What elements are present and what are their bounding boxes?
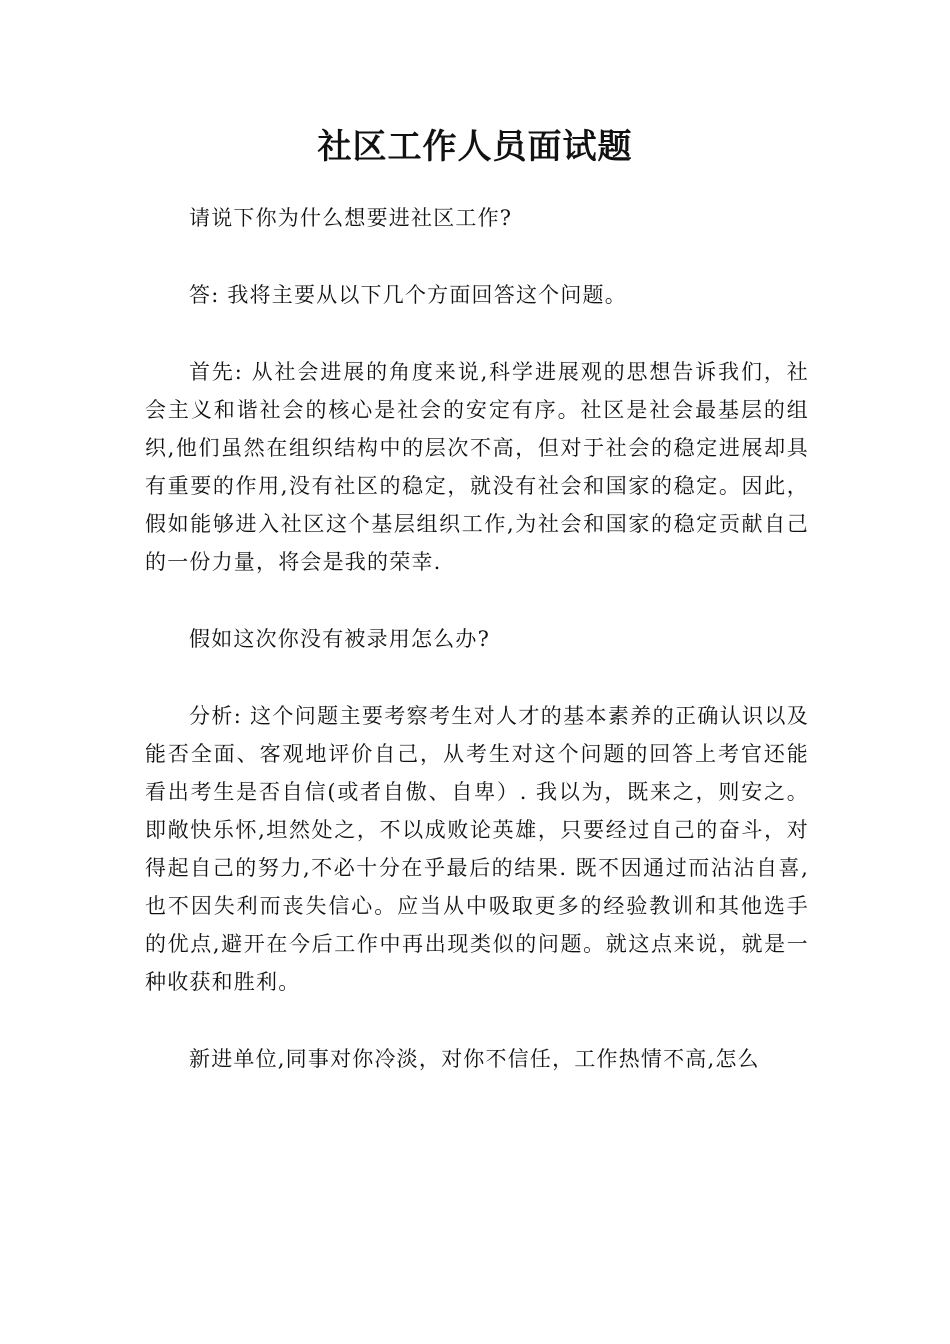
answer-first-point: 首先: 从社会进展的角度来说,科学进展观的思想告诉我们，社会主义和谐社会的核心是社会的安定有序。社区是社会最基层的组织,他们虽然在组织结构中的层次不高，但对于社会的稳定进展却具有重要的作用,没有社区的稳定，就没有社会和国家的稳定。因此，假如能够进入社区这个基层组织工作,为社会和国家的稳定贡献自己的一份力量，将会是我的荣幸. [145, 360, 809, 574]
document-title: 社区工作人员面试题 [317, 127, 633, 167]
answer-intro: 答: 我将主要从以下几个方面回答这个问题。 [189, 283, 627, 307]
question-not-hired: 假如这次你没有被录用怎么办? [189, 627, 491, 651]
analysis-paragraph: 分析: 这个问题主要考察考生对人才的基本素养的正确认识以及能否全面、客观地评价自己，从考生对这个问题的回答上考官还能看出考生是否自信(或者自傲、自卑）. 我以为，既来之，则安之。即敞快乐怀,坦然处之，不以成败论英雄，只要经过自己的奋斗，对得起自己的努力,不必十分在乎最后的结果. 既不因通过而沾沾自喜,也不因失利而丧失信心。应当从中吸取更多的经验教训和其他选手的优点,避开在今后工作中再出现类似的问题。就这点来说，就是一种收获和胜利。 [145, 704, 809, 994]
question-why-community-work: 请说下你为什么想要进社区工作? [189, 206, 513, 230]
document-body [145, 199, 809, 1078]
question-new-unit: 新进单位,同事对你冷淡，对你不信任，工作热情不高,怎么 [189, 1047, 760, 1071]
